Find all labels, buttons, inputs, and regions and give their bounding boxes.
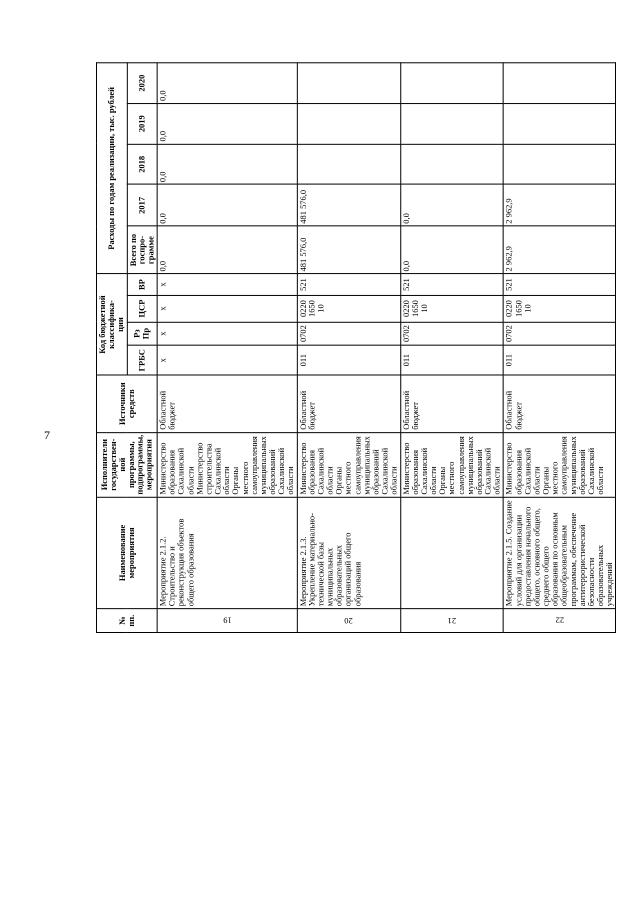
- row-2018: [297, 144, 400, 185]
- row-2020: [400, 62, 503, 103]
- row-csr: 0220 1650 10: [504, 295, 616, 322]
- row-grbs: 011: [297, 345, 400, 375]
- header-name: Наименование мероприятия: [96, 497, 157, 609]
- row-rzpr: 0702: [400, 322, 503, 345]
- row-2017: 0,0: [400, 184, 503, 226]
- header-expenses: Расходы по годам реализации, тыс. рублей: [96, 62, 126, 273]
- row-vr: 521: [504, 274, 616, 295]
- row-name: Мероприятие 2.1.5. Создание условий для организации предоставления начального общего, основного общего, среднего общего образования по основным общеобразовательным программам, обеспечение антитеррористической безопасности образовательных учреждений: [504, 497, 616, 609]
- row-num: 21: [440, 569, 464, 672]
- row-2019: [297, 103, 400, 144]
- row-executors: Министерство образования Сахалинской области Органы местного самоуправления муниципальных образований Сахалинской области: [400, 432, 503, 497]
- budget-table: [96, 62, 616, 633]
- row-2018: 0,0: [157, 144, 297, 185]
- header-total: Всего по госпро- грамме: [127, 226, 157, 274]
- row-executors: Министерство образования Сахалинской области Министерство строительства Сахалинской области Органы местного самоуправления муниципальных образований Сахалинской области: [157, 432, 297, 497]
- row-2020: [297, 62, 400, 103]
- header-2017: 2017: [127, 184, 157, 226]
- row-name: Мероприятие 2.1.3. Укрепление материально-технической базы муниципальных образовательных организаций общего образования: [297, 497, 400, 609]
- row-2017: 2 962,9: [504, 184, 616, 226]
- page-number: 7: [44, 428, 50, 442]
- row-csr: х: [157, 295, 297, 322]
- row-rzpr: 0702: [504, 322, 616, 345]
- row-source: Областной бюджет: [157, 375, 297, 432]
- header-grbs: ГРБС: [127, 345, 157, 375]
- row-source: Областной бюджет: [504, 375, 616, 432]
- row-total: 0,0: [157, 226, 297, 274]
- row-2019: [400, 103, 503, 144]
- header-sources: Источники средств: [96, 375, 157, 432]
- row-source: Областной бюджет: [400, 375, 503, 432]
- table-row: [400, 62, 503, 632]
- header-rzpr: Рз Пр: [127, 322, 157, 345]
- row-grbs: х: [157, 345, 297, 375]
- row-2020: 0,0: [157, 62, 297, 103]
- table-row: [504, 62, 616, 632]
- row-total: 2 962,9: [504, 226, 616, 274]
- row-rzpr: х: [157, 322, 297, 345]
- row-num: 20: [337, 569, 361, 672]
- row-2018: [400, 144, 503, 185]
- table-row: [297, 62, 400, 632]
- row-csr: 0220 1650 10: [297, 295, 400, 322]
- row-rzpr: 0702: [297, 322, 400, 345]
- header-2020: 2020: [127, 62, 157, 103]
- row-grbs: 011: [400, 345, 503, 375]
- row-vr: х: [157, 274, 297, 295]
- header-vr: ВР: [127, 274, 157, 295]
- row-2018: [504, 144, 616, 185]
- row-2019: [504, 103, 616, 144]
- header-2018: 2018: [127, 144, 157, 185]
- row-2017: 481 576,0: [297, 184, 400, 226]
- row-total: 0,0: [400, 226, 503, 274]
- row-source: Областной бюджет: [297, 375, 400, 432]
- row-num: 19: [215, 550, 239, 690]
- header-csr: ЦСР: [127, 295, 157, 322]
- row-2019: 0,0: [157, 103, 297, 144]
- row-2020: [504, 62, 616, 103]
- row-executors: Министерство образования Сахалинской области Органы местного самоуправления муниципальных образований Сахалинской области: [504, 432, 616, 497]
- table-row: [157, 62, 297, 632]
- row-executors: Министерство образования Сахалинской области Органы местного самоуправления муниципальных образований Сахалинской области: [297, 432, 400, 497]
- rotated-table-wrapper: [96, 62, 616, 633]
- row-name: Мероприятие 2.1.2. Строительство и реконструкция объектов общего образования: [157, 497, 297, 609]
- header-budget-code: Код бюджетной классифика- ции: [96, 274, 126, 375]
- header-executors: Исполнители государствен- ной программы, подпрограммы, мероприятия: [96, 432, 157, 497]
- header-2019: 2019: [127, 103, 157, 144]
- row-2017: 0,0: [157, 184, 297, 226]
- row-vr: 521: [400, 274, 503, 295]
- row-csr: 0220 1650 10: [400, 295, 503, 322]
- header-num: № пп.: [96, 608, 157, 632]
- row-num: 22: [548, 564, 572, 676]
- row-total: 481 576,0: [297, 226, 400, 274]
- row-vr: 521: [297, 274, 400, 295]
- row-grbs: 011: [504, 345, 616, 375]
